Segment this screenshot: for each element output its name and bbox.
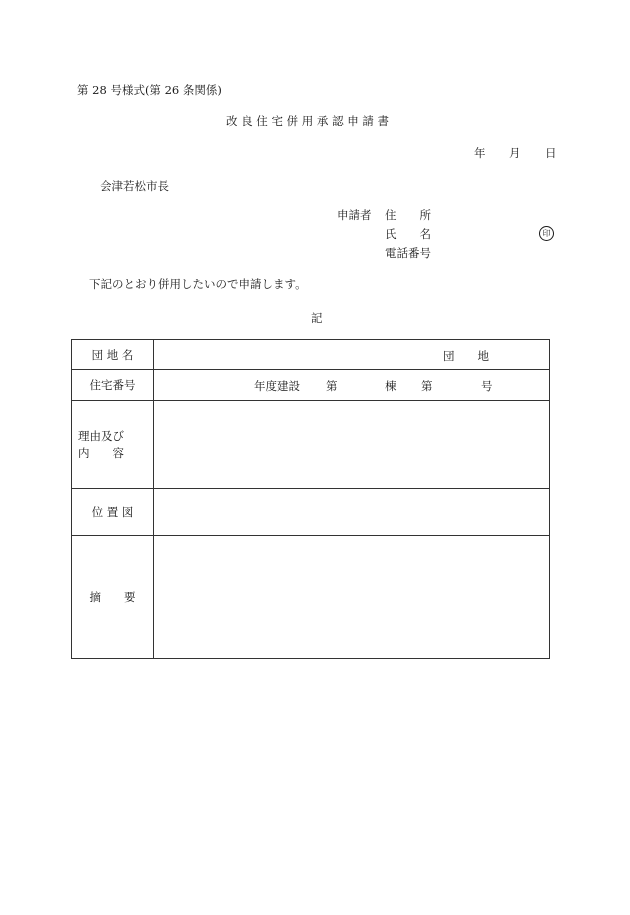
- applicant-label: 申請者: [337, 208, 372, 222]
- table-row: [72, 536, 550, 659]
- form-table: [71, 339, 550, 659]
- phone-label: 電話番号: [385, 246, 431, 260]
- document-title: 改 良 住 宅 併 用 承 認 申 請 書: [226, 114, 390, 128]
- housing-number-field[interactable]: [154, 370, 550, 401]
- number-label: 号: [481, 379, 493, 393]
- reason-content-field[interactable]: [154, 401, 550, 489]
- form-number: 第 28 号様式(第 26 条関係): [77, 83, 222, 97]
- table-row: [72, 489, 550, 536]
- body-text: 下記のとおり併用したいので申請します。: [89, 277, 307, 291]
- building-label: 棟: [385, 379, 397, 393]
- fiscal-year-construction: 年度建設: [254, 379, 300, 393]
- reason-label-line: 理由及び: [78, 429, 124, 444]
- date-year: 年: [474, 146, 486, 160]
- date-day: 日: [545, 146, 557, 160]
- reason-content-label: [72, 401, 154, 489]
- table-row: [72, 340, 550, 370]
- table-row: [72, 370, 550, 401]
- table-row: [72, 401, 550, 489]
- dai-label-1: 第: [326, 379, 338, 393]
- housing-number-label: 住宅番号: [72, 370, 154, 401]
- ki-label: 記: [311, 311, 323, 325]
- location-map-label: 位 置 図: [72, 489, 154, 536]
- date-month: 月: [509, 146, 521, 160]
- addressee: 会津若松市長: [100, 179, 169, 193]
- seal-mark: 印: [539, 226, 554, 241]
- complex-name-field[interactable]: [154, 340, 550, 370]
- content-label-line: 内 容: [78, 445, 124, 460]
- address-label: 住 所: [385, 208, 431, 222]
- dai-label-2: 第: [421, 379, 433, 393]
- complex-name-label: 団 地 名: [72, 340, 154, 370]
- summary-label: 摘 要: [72, 536, 154, 659]
- summary-field[interactable]: [154, 536, 550, 659]
- complex-suffix: 団 地: [443, 348, 489, 363]
- location-map-field[interactable]: [154, 489, 550, 536]
- name-label: 氏 名: [385, 227, 431, 241]
